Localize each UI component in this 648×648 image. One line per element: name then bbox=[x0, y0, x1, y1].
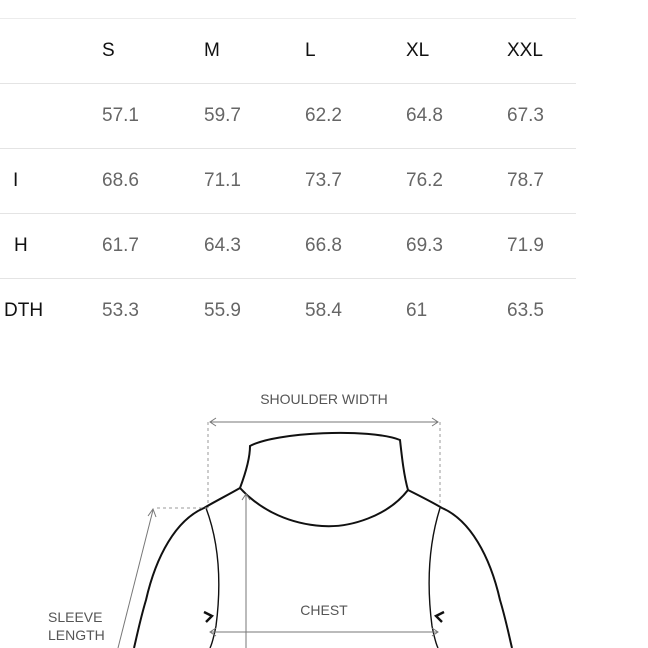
table-cell: 59.7 bbox=[204, 105, 241, 126]
table-cell: 67.3 bbox=[507, 105, 544, 126]
table-cell: 69.3 bbox=[406, 235, 443, 256]
header-size-xxl: XXL bbox=[507, 40, 543, 61]
shoulder-width-label: SHOULDER WIDTH bbox=[260, 391, 388, 407]
sleeve-label-line2: LENGTH bbox=[48, 627, 105, 643]
table-cell: 61 bbox=[406, 300, 428, 321]
header-size-xl: XL bbox=[406, 40, 430, 61]
body-right-outline bbox=[408, 490, 512, 648]
table-cell: 64.8 bbox=[406, 105, 443, 126]
row-label: H bbox=[14, 235, 28, 256]
table-cell: 64.3 bbox=[204, 235, 241, 256]
header-size-m: M bbox=[204, 40, 220, 61]
table-cell: 55.9 bbox=[204, 300, 241, 321]
hood-outline bbox=[240, 433, 408, 526]
armhole-left-seam bbox=[206, 508, 219, 648]
table-cell: 53.3 bbox=[102, 300, 139, 321]
table-cell: 68.6 bbox=[102, 170, 139, 191]
table-cell: 62.2 bbox=[305, 105, 342, 126]
body-left-outline bbox=[134, 488, 240, 648]
table-cell: 58.4 bbox=[305, 300, 342, 321]
sleeve-label-line1: SLEEVE bbox=[48, 609, 103, 625]
row-label: I bbox=[13, 170, 19, 191]
header-size-l: L bbox=[305, 40, 316, 61]
table-cell: 63.5 bbox=[507, 300, 544, 321]
table-cell: 71.1 bbox=[204, 170, 241, 191]
chest-label: CHEST bbox=[300, 602, 348, 618]
table-cell: 66.8 bbox=[305, 235, 342, 256]
sleeve-length-line bbox=[118, 510, 153, 648]
table-cell: 71.9 bbox=[507, 235, 544, 256]
table-cell: 78.7 bbox=[507, 170, 544, 191]
table-cell: 61.7 bbox=[102, 235, 139, 256]
table-cell: 73.7 bbox=[305, 170, 342, 191]
underarm-marker-left-icon bbox=[204, 612, 212, 622]
table-cell: 57.1 bbox=[102, 105, 139, 126]
row-label: DTH bbox=[4, 300, 44, 321]
armhole-right-seam bbox=[429, 508, 440, 648]
underarm-marker-right-icon bbox=[436, 612, 444, 622]
header-size-s: S bbox=[102, 40, 115, 61]
table-cell: 76.2 bbox=[406, 170, 443, 191]
